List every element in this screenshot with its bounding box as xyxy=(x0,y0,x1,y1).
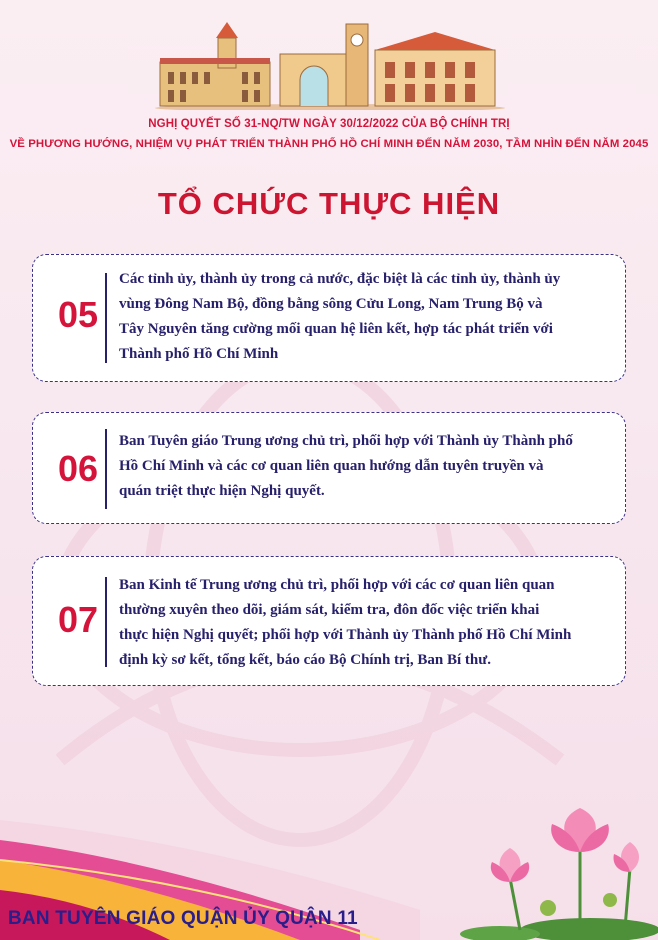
item-number: 07 xyxy=(57,599,99,640)
lotus-flower-icon xyxy=(491,848,529,882)
card-divider xyxy=(105,273,107,363)
page-title: TỔ CHỨC THỰC HIỆN xyxy=(157,186,501,221)
card-divider xyxy=(105,429,107,509)
lotus-flower-icon xyxy=(551,808,609,852)
card-divider xyxy=(105,577,107,667)
item-number: 05 xyxy=(57,294,99,335)
lotus-flowers-illustration xyxy=(440,808,658,940)
item-text-line: Hồ Chí Minh và các cơ quan liên quan hướng dẫn tuyên truyền và xyxy=(119,458,544,474)
item-text-line: Tây Nguyên tăng cường mối quan hệ liên kết, hợp tác phát triển với xyxy=(119,321,553,337)
item-card-05 xyxy=(32,254,626,382)
item-card-07 xyxy=(32,556,626,686)
item-text-line: định kỳ sơ kết, tổng kết, báo cáo Bộ Chính trị, Ban Bí thư. xyxy=(119,652,491,668)
theatre-icon xyxy=(375,32,495,106)
item-number: 06 xyxy=(57,448,99,489)
item-text xyxy=(119,429,611,504)
item-text-line: Thành phố Hồ Chí Minh xyxy=(119,346,279,362)
footer-organization: BAN TUYÊN GIÁO QUẬN ỦY QUẬN 11 xyxy=(8,908,358,929)
item-text xyxy=(119,267,611,367)
item-text xyxy=(119,573,611,673)
item-card-06 xyxy=(32,412,626,524)
item-text-line: quán triệt thực hiện Nghị quyết. xyxy=(119,483,325,499)
lotus-flower-icon xyxy=(614,842,639,872)
header-subject-line: VỀ PHƯƠNG HƯỚNG, NHIỆM VỤ PHÁT TRIỂN THÀNH PHỐ HỒ CHÍ MINH ĐẾN NĂM 2030, TẦM NHÌN ĐẾN NĂM 2045 xyxy=(9,138,649,150)
item-text-line: thường xuyên theo dõi, giám sát, kiểm tra, đôn đốc việc triển khai xyxy=(119,602,540,618)
item-text-line: Ban Kinh tế Trung ương chủ trì, phối hợp với các cơ quan liên quan xyxy=(119,577,555,593)
post-office-icon xyxy=(280,24,368,106)
landmark-buildings-illustration xyxy=(150,14,510,110)
item-text-line: thực hiện Nghị quyết; phối hợp với Thành ủy Thành phố Hồ Chí Minh xyxy=(119,627,572,643)
item-text-line: vùng Đông Nam Bộ, đồng bằng sông Cửu Long, Nam Trung Bộ và xyxy=(119,296,543,312)
city-hall-icon xyxy=(160,22,270,106)
header-resolution-line: NGHỊ QUYẾT SỐ 31-NQ/TW NGÀY 30/12/2022 CỦA BỘ CHÍNH TRỊ xyxy=(148,118,510,130)
item-text-line: Ban Tuyên giáo Trung ương chủ trì, phối hợp với Thành ủy Thành phố xyxy=(119,433,573,449)
item-text-line: Các tỉnh ủy, thành ủy trong cả nước, đặc biệt là các tỉnh ủy, thành ủy xyxy=(119,271,561,287)
